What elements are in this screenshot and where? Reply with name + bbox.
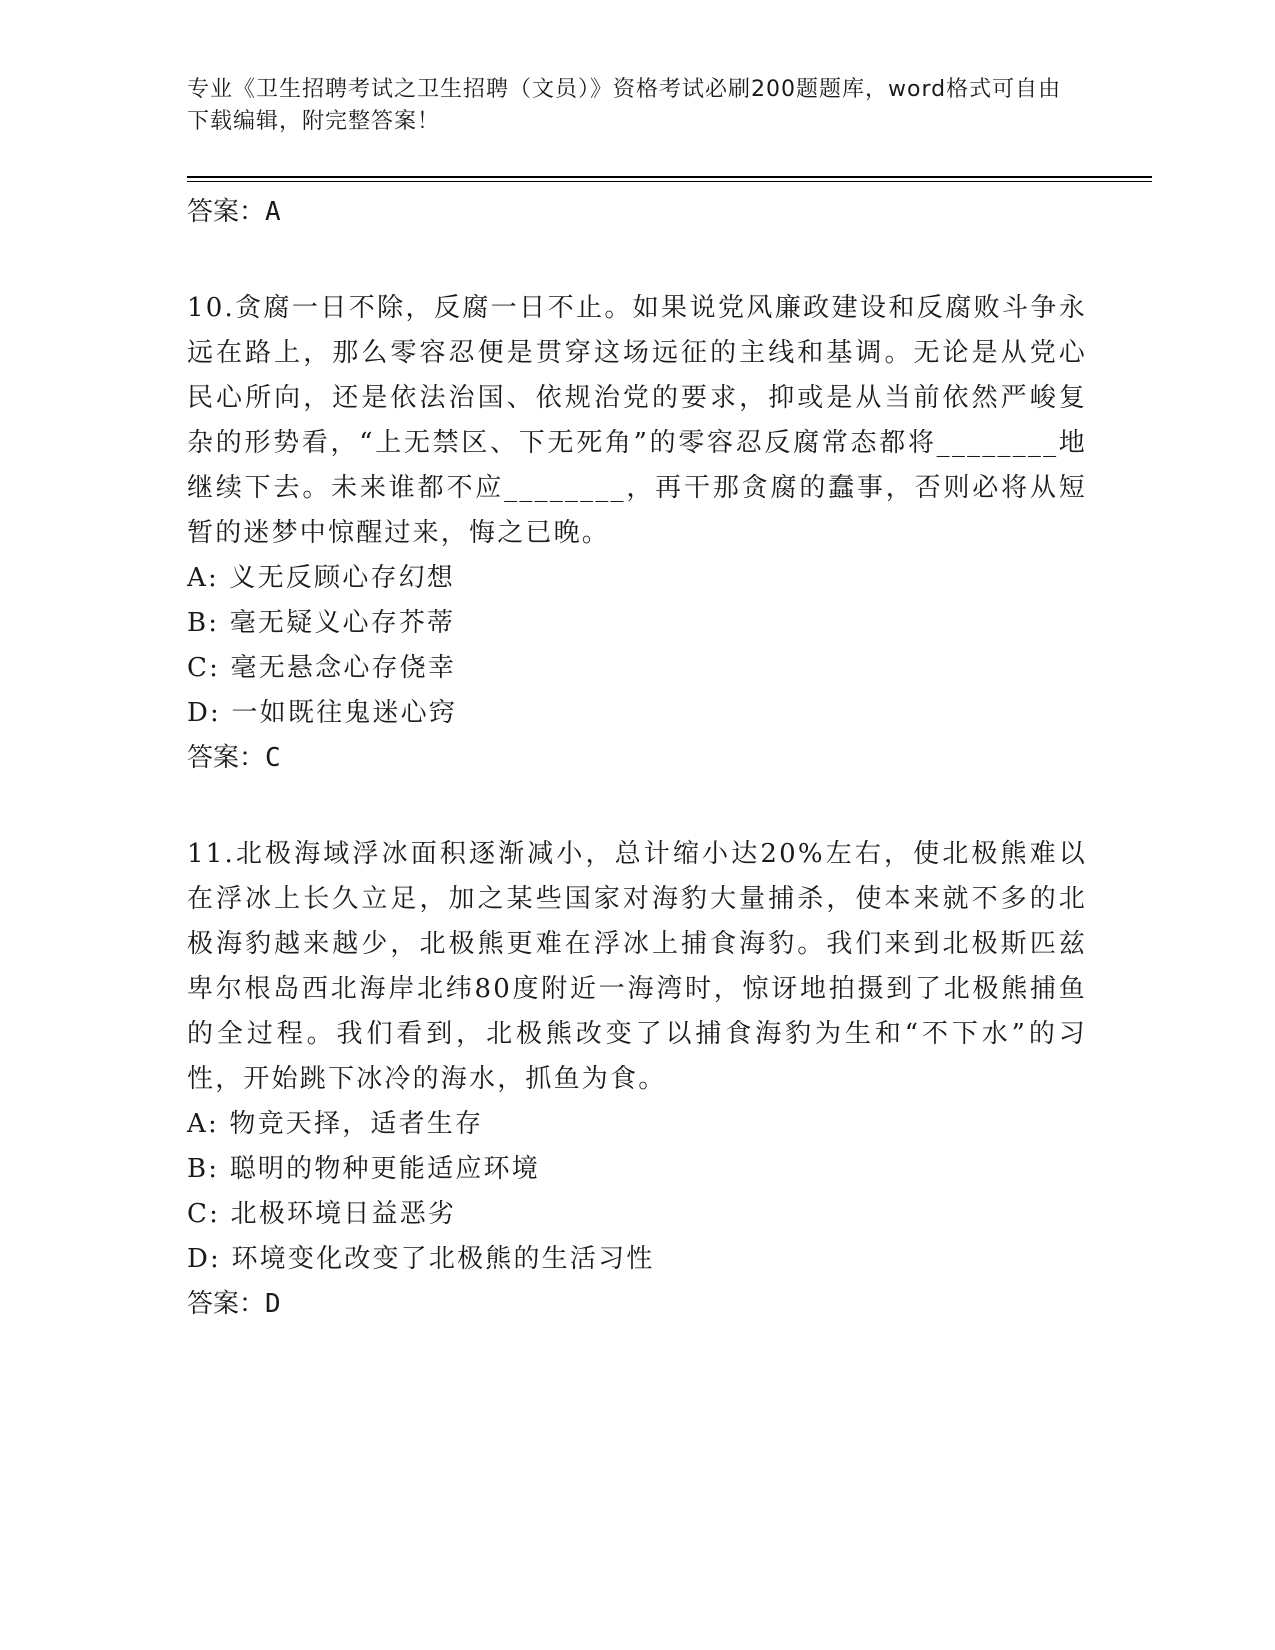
question-11 <box>187 832 1087 1326</box>
document-header: 专业《卫生招聘考试之卫生招聘（文员）》资格考试必刷200题题库，word格式可自由下载编辑，附完整答案！ <box>187 77 1062 134</box>
option-d: D: 一如既往鬼迷心窍 <box>187 698 458 728</box>
answer-value: D <box>265 1289 281 1319</box>
option-a: A: 义无反顾心存幻想 <box>187 563 456 593</box>
document-body <box>187 190 1087 1326</box>
question-10 <box>187 286 1087 780</box>
option-d: D: 环境变化改变了北极熊的生活习性 <box>187 1244 655 1274</box>
answer-prefix: 答案： <box>187 197 266 227</box>
option-c: C: 北极环境日益恶劣 <box>187 1199 457 1229</box>
option-b: B: 毫无疑义心存芥蒂 <box>187 608 456 638</box>
option-a: A: 物竞天择，适者生存 <box>187 1109 484 1139</box>
answer-value: A <box>265 197 281 227</box>
header-divider-thin <box>187 181 1152 182</box>
answer-line-q9 <box>187 190 1087 234</box>
option-b: B: 聪明的物种更能适应环境 <box>187 1154 540 1184</box>
answer-line <box>187 1282 1087 1326</box>
option-c: C: 毫无悬念心存侥幸 <box>187 653 457 683</box>
answer-prefix: 答案： <box>187 1289 266 1319</box>
answer-prefix: 答案： <box>187 743 266 773</box>
question-stem: 11.北极海域浮冰面积逐渐减小，总计缩小达20%左右，使北极熊难以在浮冰上长久立足，加之某些国家对海豹大量捕杀，使本来就不多的北极海豹越来越少，北极熊更难在浮冰上捕食海豹。我们来到北极斯匹兹卑尔根岛西北海岸北纬80度附近一海湾时，惊讶地拍摄到了北极熊捕鱼的全过程。我们看到，北极熊改变了以捕食海豹为生和“不下水”的习性，开始跳下冰冷的海水，抓鱼为食。 <box>187 839 1087 1094</box>
answer-line <box>187 736 1087 780</box>
answer-value: C <box>265 743 281 773</box>
header-divider-thick <box>187 176 1152 178</box>
question-stem: 10.贪腐一日不除，反腐一日不止。如果说党风廉政建设和反腐败斗争永远在路上，那么零容忍便是贯穿这场远征的主线和基调。无论是从党心民心所向，还是依法治国、依规治党的要求，抑或是从当前依然严峻复杂的形势看，“上无禁区、下无死角”的零容忍反腐常态都将________地继续下去。未来谁都不应________，再干那贪腐的蠢事，否则必将从短暂的迷梦中惊醒过来，悔之已晚。 <box>187 293 1087 548</box>
